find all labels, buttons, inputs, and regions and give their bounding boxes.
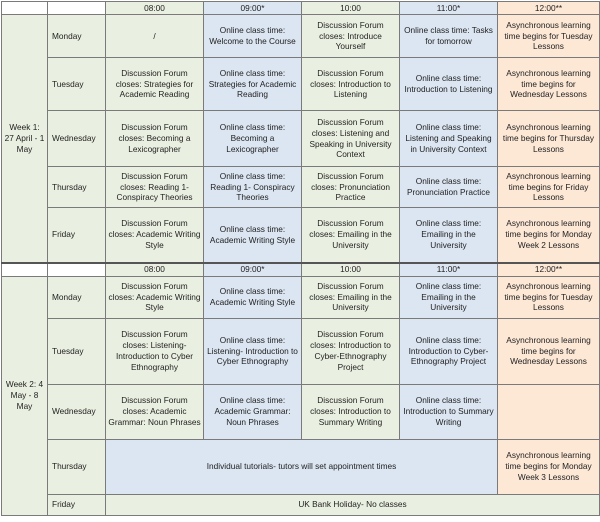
time-header: 10:00: [302, 263, 400, 277]
time-header: 08:00: [106, 2, 204, 15]
table-row: [2, 111, 600, 167]
cell-0900: Online class time: Academic Writing Style: [204, 208, 302, 263]
cell-0800: Discussion Forum closes: Reading 1- Conspiracy Theories: [106, 167, 204, 208]
day-label: Thursday: [48, 167, 106, 208]
table-row: [2, 167, 600, 208]
timetable: [1, 1, 600, 516]
week-label: Week 2: 4 May - 8 May: [2, 276, 48, 515]
table-row: [2, 58, 600, 111]
cell-1100: Online class time: Introduction to Cyber-Ethnography Project: [400, 318, 498, 384]
time-header: 10:00: [302, 2, 400, 15]
cell-0800: Discussion Forum closes: Strategies for Academic Reading: [106, 58, 204, 111]
day-label: Tuesday: [48, 318, 106, 384]
time-header: 12:00**: [498, 2, 600, 15]
day-label: Wednesday: [48, 111, 106, 167]
cell-0900: Online class time: Academic Writing Style: [204, 276, 302, 318]
cell-1000: Discussion Forum closes: Introduce Yourself: [302, 15, 400, 58]
table-row: [2, 276, 600, 318]
cell-1200: Asynchronous learning time begins for Monday Week 2 Lessons: [498, 208, 600, 263]
corner-cell: [2, 263, 48, 277]
cell-1100: Online class time: Listening and Speaking in University Context: [400, 111, 498, 167]
cell-0900: Online class time: Academic Grammar: Noun Phrases: [204, 384, 302, 439]
day-label: Monday: [48, 15, 106, 58]
cell-0900: Online class time: Becoming a Lexicographer: [204, 111, 302, 167]
time-header: 09:00*: [204, 2, 302, 15]
time-header-row: [2, 2, 600, 15]
tutorials-merged-cell: Individual tutorials- tutors will set appointment times: [106, 439, 498, 494]
cell-1100: Online class time: Emailing in the University: [400, 276, 498, 318]
cell-1000: Discussion Forum closes: Listening and Speaking in University Context: [302, 111, 400, 167]
table-row: [2, 439, 600, 494]
time-header: 12:00**: [498, 263, 600, 277]
cell-1000: Discussion Forum closes: Pronunciation Practice: [302, 167, 400, 208]
cell-0800: Discussion Forum closes: Academic Writing Style: [106, 208, 204, 263]
time-header-row: [2, 263, 600, 277]
cell-0800: Discussion Forum closes: Listening- Introduction to Cyber Ethnography: [106, 318, 204, 384]
table-row: [2, 494, 600, 515]
table-row: [2, 208, 600, 263]
cell-0800: Discussion Forum closes: Academic Grammar: Noun Phrases: [106, 384, 204, 439]
cell-0800: Discussion Forum closes: Academic Writing Style: [106, 276, 204, 318]
cell-1200: Asynchronous learning time begins for Monday Week 3 Lessons: [498, 439, 600, 494]
corner-cell: [2, 2, 48, 15]
time-header: 09:00*: [204, 263, 302, 277]
cell-1100: Online class time: Introduction to Summary Writing: [400, 384, 498, 439]
cell-1200: Asynchronous learning time begins for Tuesday Lessons: [498, 276, 600, 318]
corner-cell: [48, 263, 106, 277]
cell-1000: Discussion Forum closes: Introduction to Listening: [302, 58, 400, 111]
day-label: Wednesday: [48, 384, 106, 439]
cell-0800: Discussion Forum closes: Becoming a Lexicographer: [106, 111, 204, 167]
cell-1100: Online class time: Emailing in the University: [400, 208, 498, 263]
day-label: Friday: [48, 494, 106, 515]
day-label: Friday: [48, 208, 106, 263]
corner-cell: [48, 2, 106, 15]
cell-1100: Online class time: Introduction to Listening: [400, 58, 498, 111]
cell-1000: Discussion Forum closes: Introduction to Summary Writing: [302, 384, 400, 439]
cell-0800: /: [106, 15, 204, 58]
cell-1200: Asynchronous learning time begins for Tuesday Lessons: [498, 15, 600, 58]
day-label: Monday: [48, 276, 106, 318]
cell-1200: Asynchronous learning time begins for Wednesday Lessons: [498, 58, 600, 111]
cell-0900: Online class time: Reading 1- Conspiracy Theories: [204, 167, 302, 208]
cell-1200: [498, 384, 600, 439]
table-row: [2, 318, 600, 384]
cell-1000: Discussion Forum closes: Emailing in the University: [302, 276, 400, 318]
time-header: 11:00*: [400, 263, 498, 277]
cell-1100: Online class time: Tasks for tomorrow: [400, 15, 498, 58]
cell-1100: Online class time: Pronunciation Practice: [400, 167, 498, 208]
time-header: 08:00: [106, 263, 204, 277]
table-row: [2, 15, 600, 58]
cell-0900: Online class time: Listening- Introduction to Cyber Ethnography: [204, 318, 302, 384]
week-label: Week 1: 27 April - 1 May: [2, 15, 48, 263]
cell-0900: Online class time: Strategies for Academic Reading: [204, 58, 302, 111]
cell-1000: Discussion Forum closes: Emailing in the University: [302, 208, 400, 263]
cell-1200: Asynchronous learning time begins for Friday Lessons: [498, 167, 600, 208]
cell-0900: Online class time: Welcome to the Course: [204, 15, 302, 58]
cell-1200: Asynchronous learning time begins for Thursday Lessons: [498, 111, 600, 167]
cell-1200: Asynchronous learning time begins for Wednesday Lessons: [498, 318, 600, 384]
table-row: [2, 384, 600, 439]
cell-1000: Discussion Forum closes: Introduction to Cyber-Ethnography Project: [302, 318, 400, 384]
bank-holiday-merged-cell: UK Bank Holiday- No classes: [106, 494, 600, 515]
day-label: Thursday: [48, 439, 106, 494]
time-header: 11:00*: [400, 2, 498, 15]
day-label: Tuesday: [48, 58, 106, 111]
